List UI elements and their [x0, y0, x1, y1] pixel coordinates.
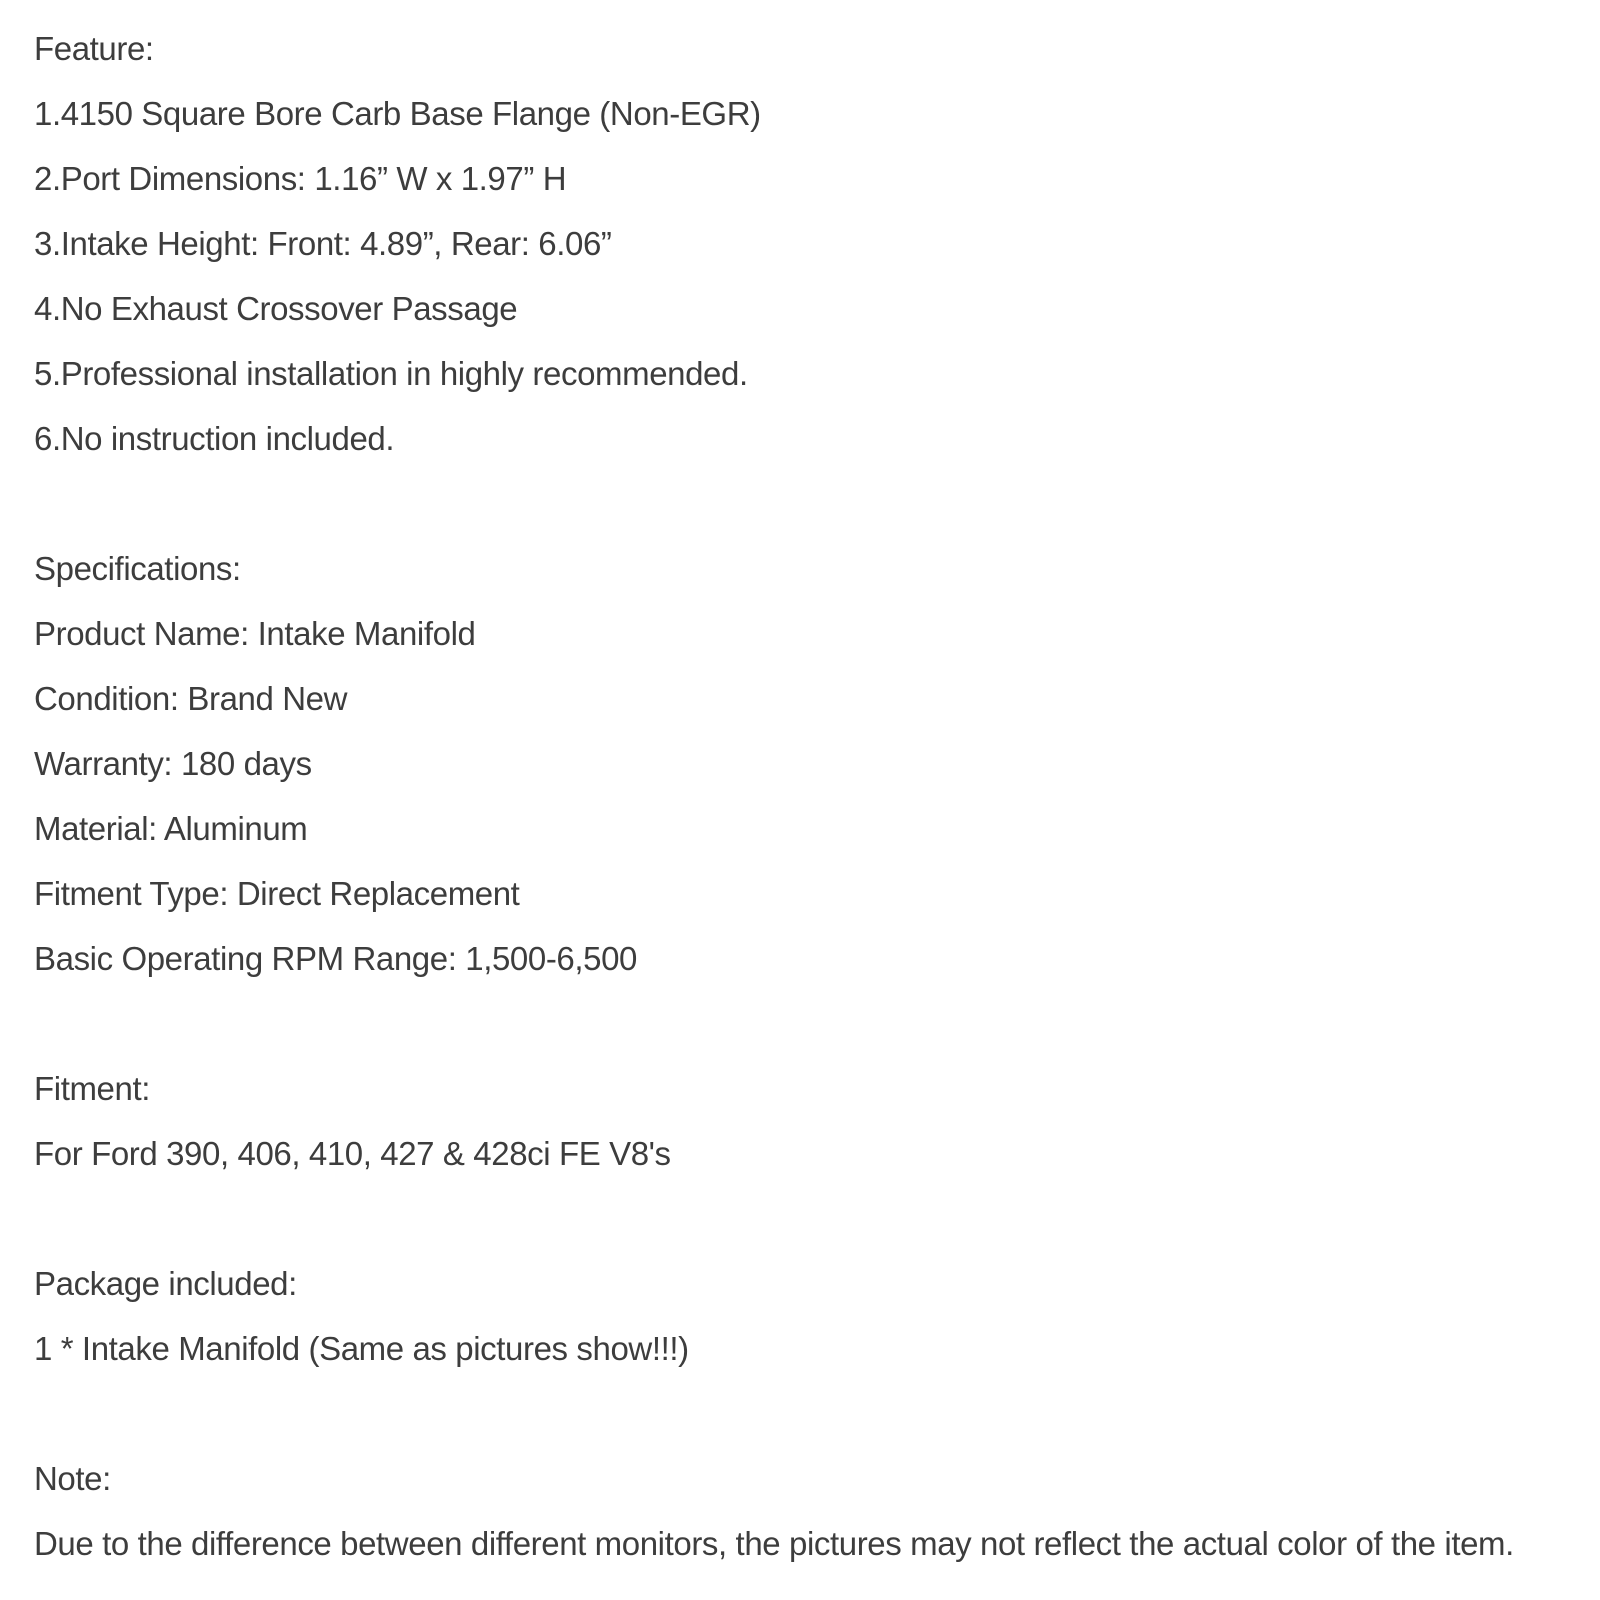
spec-item: Warranty: 180 days	[34, 745, 312, 782]
specifications-heading: Specifications:	[34, 550, 241, 587]
feature-item: 5.Professional installation in highly recommended.	[34, 355, 748, 392]
note-item: Due to the difference between different monitors, the pictures may not reflect the actual color of the item.	[34, 1525, 1514, 1562]
spec-item: Fitment Type: Direct Replacement	[34, 875, 520, 912]
package-item: 1 * Intake Manifold (Same as pictures show!!!)	[34, 1330, 689, 1367]
feature-heading: Feature:	[34, 30, 154, 67]
feature-item: 2.Port Dimensions: 1.16” W x 1.97” H	[34, 160, 567, 197]
spec-item: Product Name: Intake Manifold	[34, 615, 476, 652]
feature-item: 3.Intake Height: Front: 4.89”, Rear: 6.06”	[34, 225, 612, 262]
fitment-heading: Fitment:	[34, 1070, 150, 1107]
feature-item: 4.No Exhaust Crossover Passage	[34, 290, 518, 327]
note-heading: Note:	[34, 1460, 111, 1497]
spec-item: Material: Aluminum	[34, 810, 308, 847]
feature-item: 6.No instruction included.	[34, 420, 395, 457]
fitment-item: For Ford 390, 406, 410, 427 & 428ci FE V8's	[34, 1135, 671, 1172]
spec-item: Condition: Brand New	[34, 680, 348, 717]
spec-item: Basic Operating RPM Range: 1,500-6,500	[34, 940, 637, 977]
feature-item: 1.4150 Square Bore Carb Base Flange (Non-EGR)	[34, 95, 761, 132]
package-heading: Package included:	[34, 1265, 297, 1302]
